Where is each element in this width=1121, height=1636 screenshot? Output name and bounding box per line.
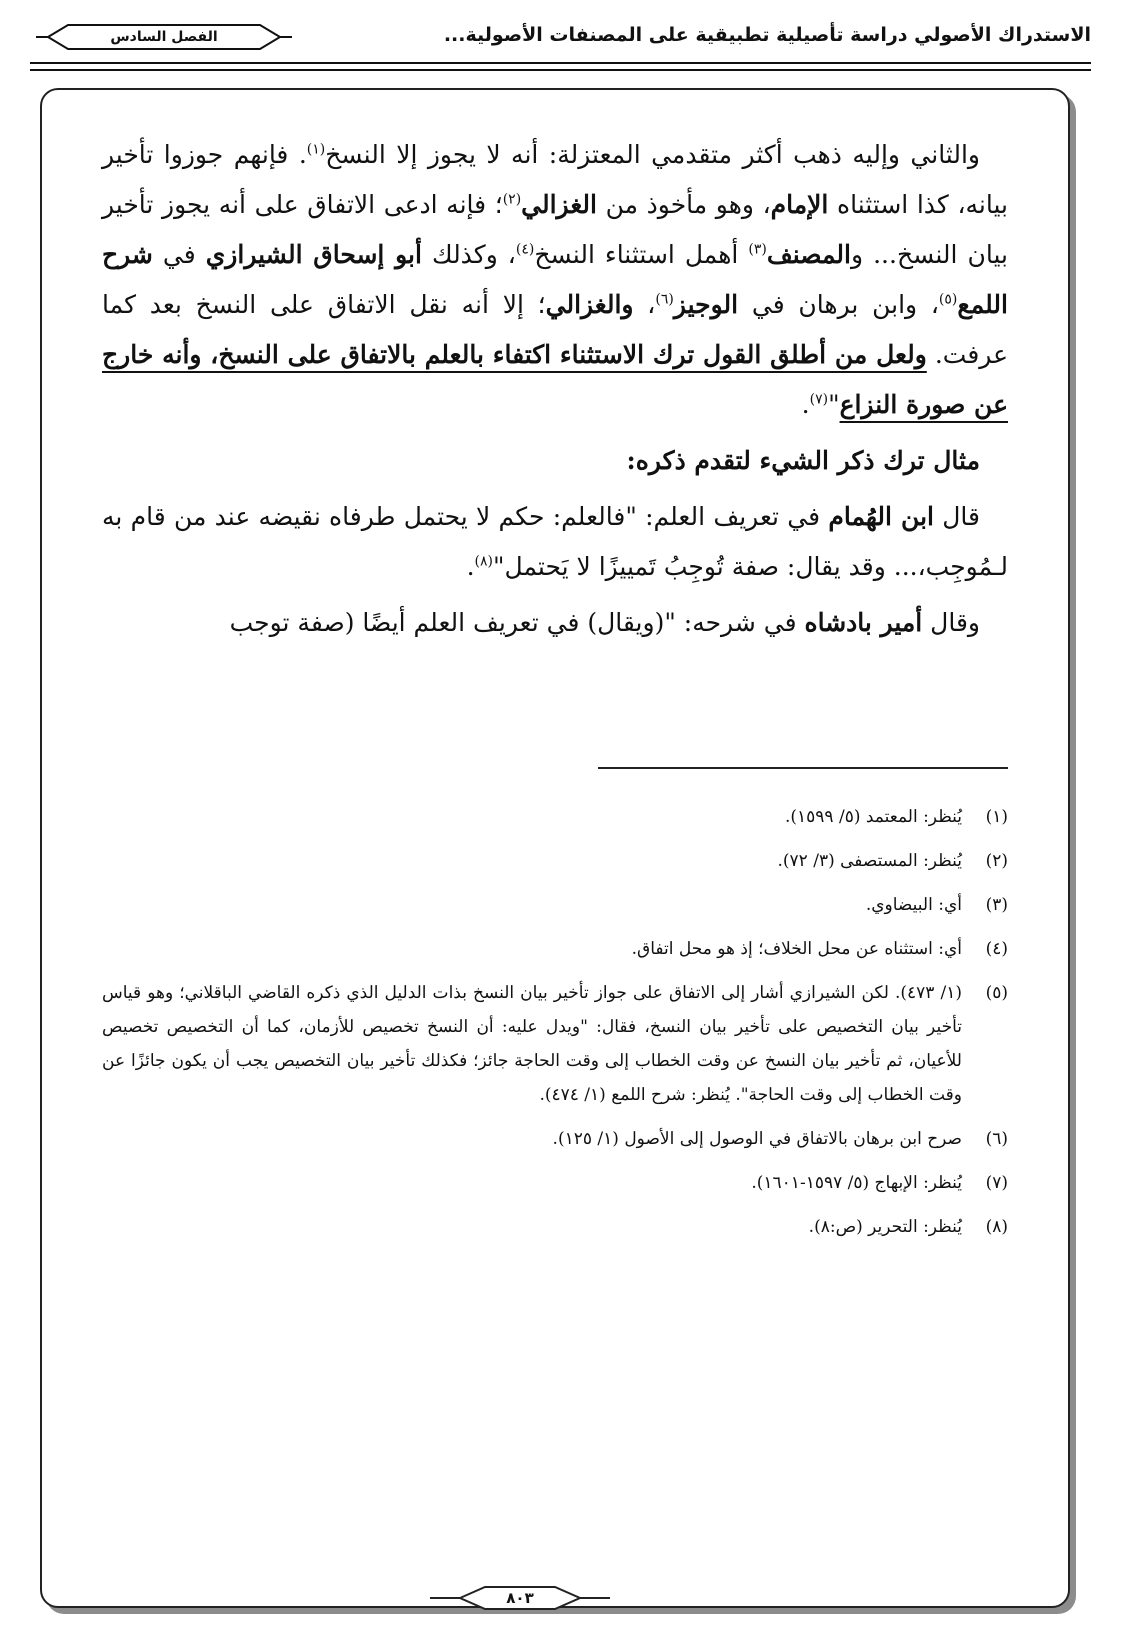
footnote-ref: (٦) (655, 291, 674, 308)
footnote-ref: (١) (306, 141, 326, 158)
footnote-ref: (٢) (502, 191, 522, 208)
footnote: (٢) يُنظر: المستصفى (٣/ ٧٢). (777, 851, 1008, 871)
main-text (102, 130, 1008, 654)
footnote-ref: (٣) (748, 241, 767, 258)
footnote: (٨) يُنظر: التحرير (ص:٨). (808, 1217, 1008, 1237)
footnote: (٧) يُنظر: الإبهاج (٥/ ١٥٩٧-١٦٠١). (751, 1173, 1008, 1193)
paragraph-2: قال ابن الهُمام في تعريف العلم: "فالعلم: حكم لا يحتمل طرفاه نقيضه عند من قام به لـمُوجِب،... وقد يقال: صفة تُوجِبُ تَمييزًا لا يَحتمل"$^{(٨)}$. (102, 502, 1008, 581)
footnote: (٦) صرح ابن برهان بالاتفاق في الوصول إلى الأصول (١/ ١٢٥). (552, 1129, 1008, 1149)
footnotes (102, 800, 1008, 1254)
footnote-ref: (٤) (515, 241, 535, 258)
footnote-separator (598, 767, 1008, 769)
chapter-tab (34, 22, 294, 52)
paragraph-3: وقال أمير بادشاه في شرحه: "(ويقال) في تعريف العلم أيضًا (صفة توجب (229, 608, 980, 637)
footnote-ref: (٥) (938, 291, 958, 308)
header-rule (30, 62, 1091, 71)
footnote-ref: (٧) (809, 391, 829, 408)
footnote: (٣) أي: البيضاوي. (865, 895, 1008, 915)
section-heading: مثال ترك ذكر الشيء لتقدم ذكره: (626, 446, 980, 475)
book-title: الاستدراك الأصولي دراسة تأصيلية تطبيقية على المصنفات الأصولية... (443, 24, 1091, 46)
page-number: ٨٠٣ (506, 1589, 534, 1607)
footnote: (١) يُنظر: المعتمد (٥/ ١٥٩٩). (784, 807, 1008, 827)
underlined-quote: ولعل من أطلق القول ترك الاستثناء اكتفاء بالعلم بالاتفاق على النسخ، وأنه خارج عن صورة النزاع (102, 340, 1008, 419)
footnote: (٥) (١/ ٤٧٣). لكن الشيرازي أشار إلى الاتفاق على جواز تأخير بيان النسخ بذات الدليل الذي ذكره القاضي الباقلاني؛ وهو قياس تأخير بيان التخصيص على تأخير بيان النسخ، فقال: "ويدل عليه: أن النسخ تخصيص للأزمان، كما أن التخصيص تخصيص للأعيان، ثم تأخير بيان النسخ عن وقت الخطاب إلى وقت الحاجة جائز؛ فكذلك تأخير بيان التخصيص يجب أن يكون جائزًا عن وقت الخطاب إلى وقت الحاجة". يُنظر: شرح اللمع (١/ ٤٧٤). (102, 983, 1008, 1105)
content-frame (40, 88, 1070, 1608)
page-number-badge (430, 1583, 610, 1613)
paragraph-1: والثاني وإليه ذهب أكثر متقدمي المعتزلة: أنه لا يجوز إلا النسخ$^{(١)}$. فإنهم جوزوا تأخير بيانه، كذا استثناه الإمام، وهو مأخوذ من الغزالي$^{(٢)}$؛ فإنه ادعى الاتفاق على أنه يجوز تأخير بيان النسخ... والمصنف$^{(٣)}$ أهمل استثناء النسخ$^{(٤)}$، وكذلك أبو إسحاق الشيرازي في شرح اللمع$^{(٥)}$، وابن برهان في الوجيز$^{(٦)}$، والغزالي؛ إلا أنه نقل الاتفاق على النسخ بعد كما عرفت. ولعل من أطلق القول ترك الاستثناء اكتفاء بالعلم بالاتفاق على النسخ، وأنه خارج عن صورة النزاع"$^{(٧)}$. (102, 140, 1008, 419)
footnote: (٤) أي: استثناه عن محل الخلاف؛ إذ هو محل اتفاق. (631, 939, 1008, 959)
chapter-label: الفصل السادس (110, 29, 218, 45)
page-header (30, 18, 1091, 70)
footnote-ref: (٨) (474, 553, 494, 570)
